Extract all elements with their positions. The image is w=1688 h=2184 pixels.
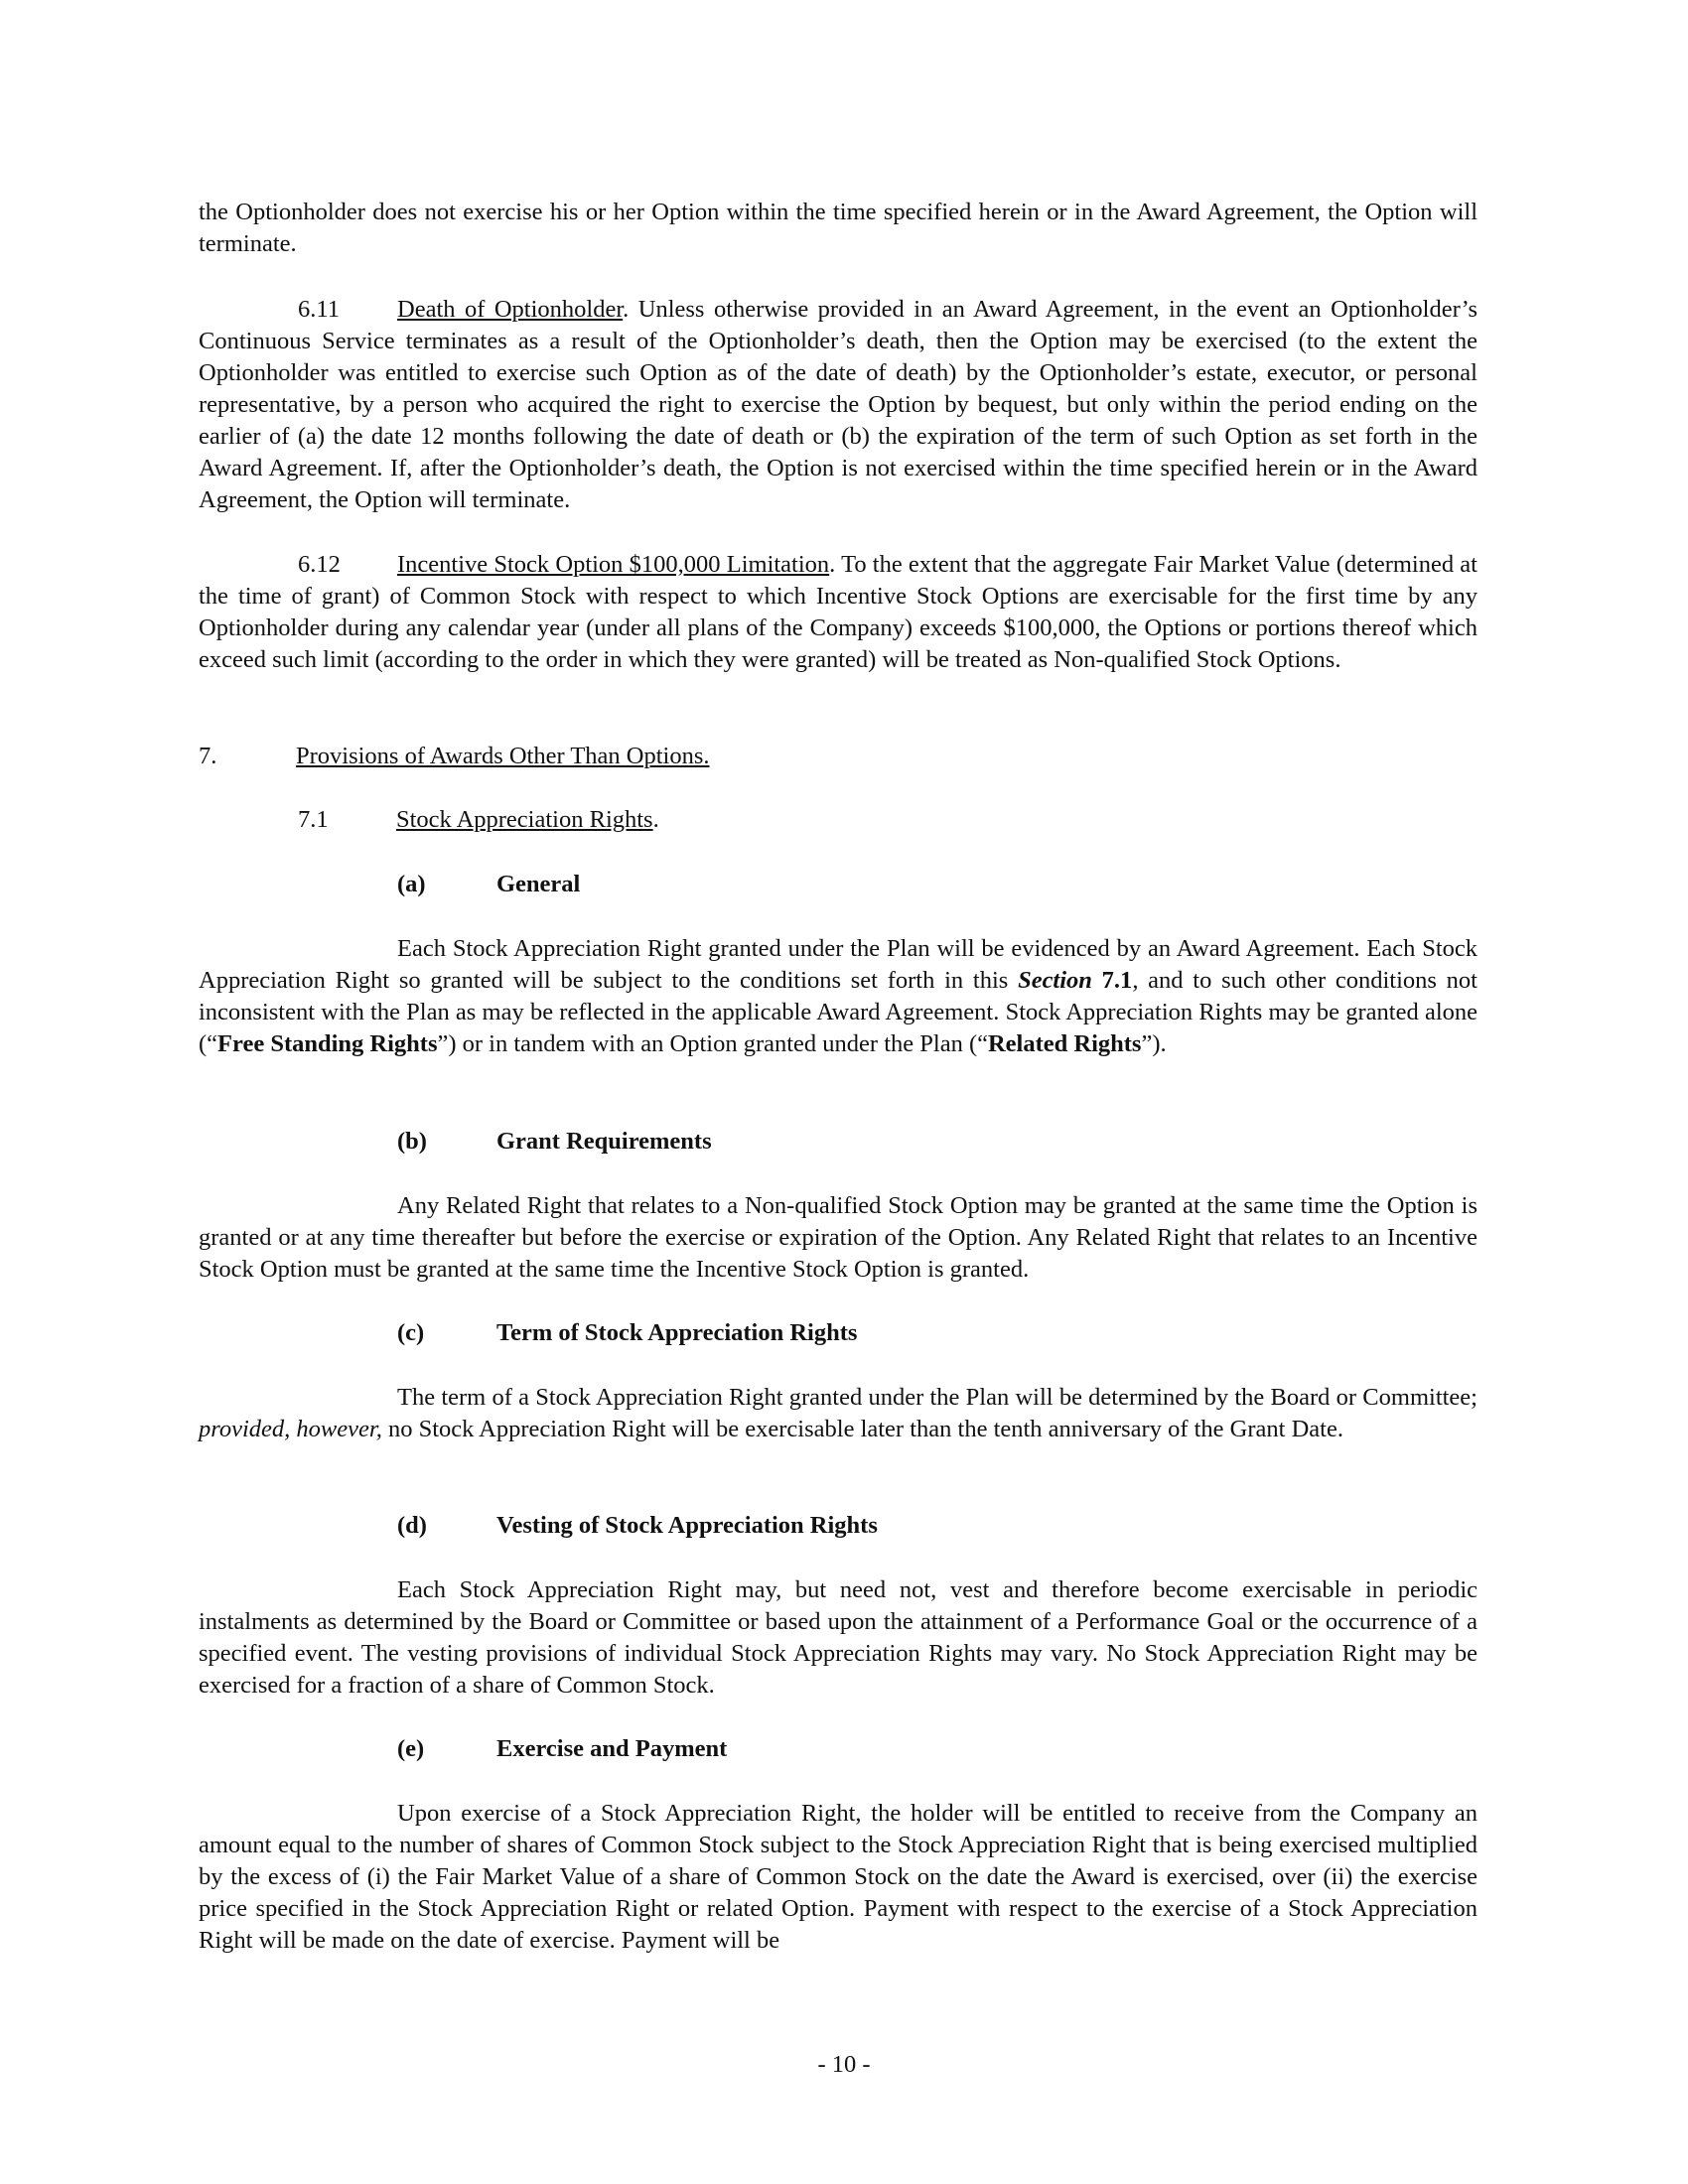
subsection-d-title: Vesting of Stock Appreciation Rights (496, 1512, 878, 1539)
section-6-12-body: . To the extent that the aggregate Fair Market Value (determined at the time of grant) of Common Stock with respect to which Incentive Stock Options are exercisable for the first time by any Optionholder during any calendar year (under all plans of the Company) exceeds $100,000, the Options or portions thereof which exceed such limit (according to the order in which they were granted) will be treated as Non-qualified Stock Options. (199, 551, 1477, 673)
subsection-e-label: (e) (397, 1735, 425, 1762)
subsection-d-body: Each Stock Appreciation Right may, but need not, vest and therefore become exercisable in periodic instalments as determined by the Board or Committee or based upon the attainment of a Performance Goal or the occurrence of a specified event. The vesting provisions of individual Stock Appreciation Rights may vary. No Stock Appreciation Right may be exercised for a fraction of a share of Common Stock. (199, 1576, 1477, 1699)
subsection-b-body: Any Related Right that relates to a Non-qualified Stock Option may be granted at the same time the Option is granted or at any time thereafter but before the exercise or expiration of the Option. Any Related Right that relates to an Incentive Stock Option must be granted at the same time the Incentive Stock Option is granted. (199, 1192, 1477, 1283)
section-reference-number: 7.1 (1091, 967, 1133, 994)
section-7-1-period: . (652, 806, 659, 833)
section-7-title: Provisions of Awards Other Than Options. (296, 743, 710, 769)
defined-term-free-standing-rights: Free Standing Rights (217, 1030, 438, 1057)
subsection-b-label: (b) (397, 1128, 427, 1155)
subsection-a-text-4: ”). (1141, 1030, 1167, 1057)
subsection-e-body: Upon exercise of a Stock Appreciation Right, the holder will be entitled to receive from the Company an amount equal to the number of shares of Common Stock subject to the Stock Appreciation Right that is being exercised multiplied by the excess of (i) the Fair Market Value of a share of Common Stock on the date the Award is exercised, over (ii) the exercise price specified in the Stock Appreciation Right or related Option. Payment with respect to the exercise of a Stock Appreciation Right will be made on the date of exercise. Payment will be (199, 1800, 1477, 1954)
section-7-1-heading (396, 804, 659, 836)
subsection-c-text-2: no Stock Appreciation Right will be exercisable later than the tenth anniversary of the Grant Date. (381, 1416, 1343, 1442)
subsection-a-text-2: , and to such other conditions not inconsistent with the Plan as may be reflected in the applicable Award Agreement. Stock Appreciation Rights may be granted alone (“ (199, 967, 1477, 1057)
defined-term-related-rights: Related Rights (987, 1030, 1142, 1057)
subsection-a-body (199, 933, 1477, 1060)
subsection-b-title: Grant Requirements (496, 1128, 712, 1155)
section-7-1-number: 7.1 (298, 806, 329, 833)
paragraph-intro: the Optionholder does not exercise his or her Option within the time specified herein or in the Award Agreement, the Option will terminate. (199, 199, 1477, 257)
section-reference: Section (1018, 967, 1092, 994)
proviso-phrase: provided, however, (199, 1416, 382, 1442)
page-number: - 10 - (817, 2051, 871, 2078)
subsection-a-text-1: Each Stock Appreciation Right granted under the Plan will be evidenced by an Award Agreement. Each Stock Appreciation Right so granted will be subject to the conditions set forth in this (199, 935, 1477, 994)
subsection-c-label: (c) (397, 1319, 425, 1346)
subsection-c-body (199, 1382, 1477, 1445)
section-7-number: 7. (199, 743, 217, 769)
section-6-11-body: . Unless otherwise provided in an Award Agreement, in the event an Optionholder’s Continuous Service terminates as a result of the Optionholder’s death, then the Option may be exercised (to the extent the Optionholder was entitled to exercise such Option as of the date of death) by the Optionholder’s estate, executor, or personal representative, by a person who acquired the right to exercise the Option by bequest, but only within the period ending on the earlier of (a) the date 12 months following the date of death or (b) the expiration of the term of such Option as set forth in the Award Agreement. If, after the Optionholder’s death, the Option is not exercised within the time specified herein or in the Award Agreement, the Option will terminate. (199, 296, 1477, 513)
section-6-12 (199, 549, 1477, 676)
subsection-a-text-3: ”) or in tandem with an Option granted under the Plan (“ (437, 1030, 988, 1057)
subsection-c-text-1: The term of a Stock Appreciation Right granted under the Plan will be determined by the Board or Committee; (397, 1384, 1477, 1411)
section-6-11-title: Death of Optionholder (397, 296, 624, 323)
subsection-d-label: (d) (397, 1512, 427, 1539)
subsection-a-title: General (496, 871, 581, 897)
subsection-e-title: Exercise and Payment (496, 1735, 728, 1762)
section-6-11-number: 6.11 (298, 296, 340, 323)
section-6-11 (199, 294, 1477, 516)
section-6-12-number: 6.12 (298, 551, 341, 578)
subsection-c-title: Term of Stock Appreciation Rights (496, 1319, 858, 1346)
subsection-a-label: (a) (397, 871, 426, 897)
section-7-1-title: Stock Appreciation Rights (396, 806, 653, 833)
section-6-12-title: Incentive Stock Option $100,000 Limitation (397, 551, 830, 578)
